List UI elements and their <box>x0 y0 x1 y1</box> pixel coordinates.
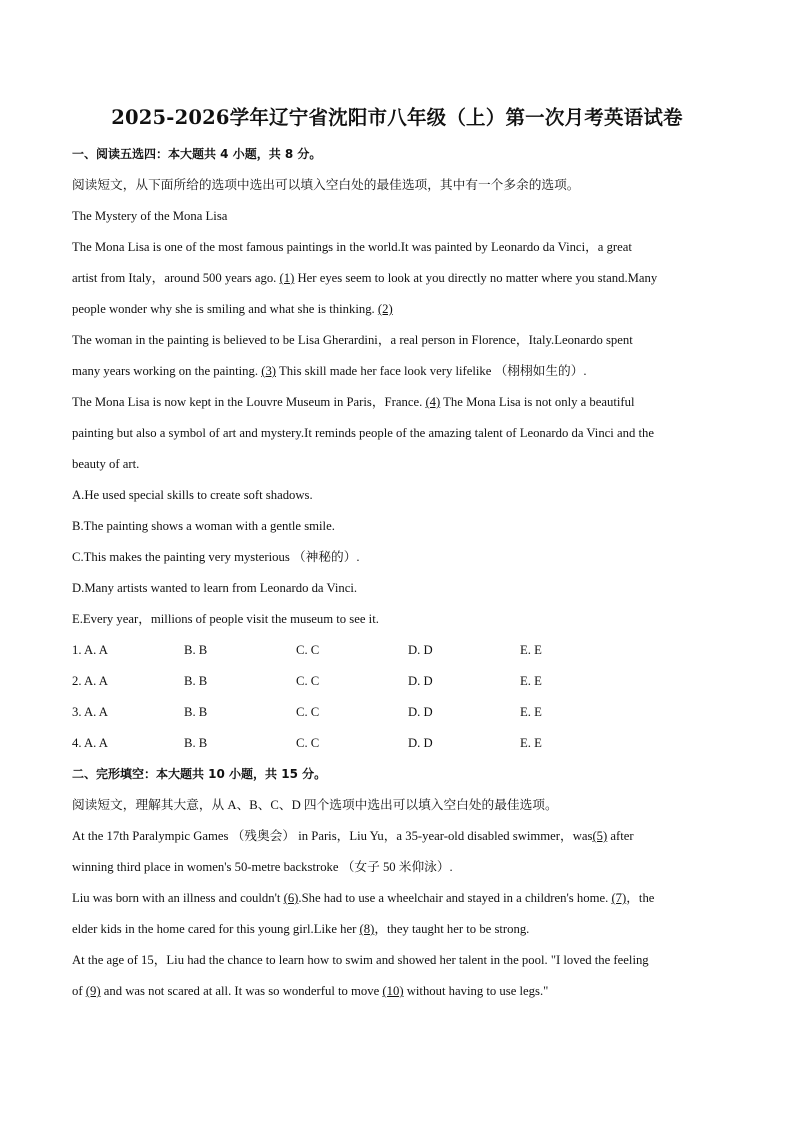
blank-3: (3) <box>261 364 277 378</box>
passage-line: painting but also a symbol of art and mystery.It reminds people of the amazing talent of Leonardo da Vinci and the <box>72 426 654 440</box>
blank-4: (4) <box>425 395 441 409</box>
passage-line: beauty of art. <box>72 457 140 471</box>
option[interactable]: 3. A. A <box>72 705 108 719</box>
option[interactable]: D. D <box>408 643 433 657</box>
choice-d: D.Many artists wanted to learn from Leonardo da Vinci. <box>72 581 358 595</box>
question-1-options <box>72 635 722 666</box>
blank-1: (1) <box>279 271 295 285</box>
question-4-options <box>72 728 722 759</box>
option[interactable]: C. C <box>296 736 320 750</box>
passage-line: Liu was born with an illness and couldn't (6).She had to use a wheelchair and stayed in a children's home. (7)，the <box>72 891 655 905</box>
option[interactable]: B. B <box>184 643 208 657</box>
passage-line: elder kids in the home cared for this young girl.Like her (8)，they taught her to be strong. <box>72 922 530 936</box>
option[interactable]: C. C <box>296 643 320 657</box>
blank-6: (6) <box>283 891 299 905</box>
option[interactable]: 1. A. A <box>72 643 108 657</box>
choice-c: C.This makes the painting very mysterious （神秘的）. <box>72 550 360 564</box>
option[interactable]: E. E <box>520 705 542 719</box>
option[interactable]: D. D <box>408 674 433 688</box>
passage-line: people wonder why she is smiling and what she is thinking. (2) <box>72 302 393 316</box>
question-3-options <box>72 697 722 728</box>
option[interactable]: 2. A. A <box>72 674 108 688</box>
passage-line: The woman in the painting is believed to be Lisa Gherardini，a real person in Florence，Italy.Leonardo spent <box>72 333 633 347</box>
blank-2: (2) <box>377 302 393 316</box>
section2-heading: 二、完形填空：本大题共 10 小题，共 15 分。 <box>72 767 327 781</box>
choice-e: E.Every year，millions of people visit the museum to see it. <box>72 612 379 626</box>
blank-9: (9) <box>85 984 101 998</box>
option[interactable]: C. C <box>296 705 320 719</box>
option[interactable]: B. B <box>184 736 208 750</box>
section1-heading: 一、阅读五选四：本大题共 4 小题，共 8 分。 <box>72 147 322 161</box>
option[interactable]: D. D <box>408 736 433 750</box>
choice-b: B.The painting shows a woman with a gentle smile. <box>72 519 335 533</box>
option[interactable]: 4. A. A <box>72 736 108 750</box>
passage-line: The Mona Lisa is now kept in the Louvre Museum in Paris，France. (4) The Mona Lisa is not only a beautiful <box>72 395 635 409</box>
blank-10: (10) <box>382 984 404 998</box>
option[interactable]: E. E <box>520 736 542 750</box>
option[interactable]: D. D <box>408 705 433 719</box>
passage-line: of (9) and was not scared at all. It was so wonderful to move (10) without having to use legs." <box>72 984 549 998</box>
blank-7: (7) <box>611 891 627 905</box>
passage-line: winning third place in women's 50-metre backstroke （女子 50 米仰泳）. <box>72 860 453 874</box>
passage-title: The Mystery of the Mona Lisa <box>72 209 228 223</box>
page-title: 2025-2026学年辽宁省沈阳市八年级（上）第一次月考英语试卷 <box>111 106 683 129</box>
option[interactable]: B. B <box>184 705 208 719</box>
passage-line: many years working on the painting. (3) This skill made her face look very lifelike （栩栩如生的）. <box>72 364 587 378</box>
passage-line: The Mona Lisa is one of the most famous paintings in the world.It was painted by Leonardo da Vinci，a great <box>72 240 632 254</box>
exam-content <box>72 139 722 1007</box>
section2-instruction: 阅读短文，理解其大意，从 A、B、C、D 四个选项中选出可以填入空白处的最佳选项。 <box>72 798 558 812</box>
option[interactable]: E. E <box>520 643 542 657</box>
option[interactable]: E. E <box>520 674 542 688</box>
passage-line: artist from Italy，around 500 years ago. (1) Her eyes seem to look at you directly no matter where you stand.Many <box>72 271 658 285</box>
question-2-options <box>72 666 722 697</box>
option[interactable]: C. C <box>296 674 320 688</box>
choice-a: A.He used special skills to create soft shadows. <box>72 488 313 502</box>
blank-5: (5) <box>592 829 608 843</box>
section1-instruction: 阅读短文，从下面所给的选项中选出可以填入空白处的最佳选项，其中有一个多余的选项。 <box>72 178 580 192</box>
passage-line: At the age of 15，Liu had the chance to learn how to swim and showed her talent in the pool. "I loved the feeling <box>72 953 649 967</box>
option[interactable]: B. B <box>184 674 208 688</box>
passage-line: At the 17th Paralympic Games （残奥会） in Paris，Liu Yu，a 35-year-old disabled swimmer，was(5) after <box>72 829 634 843</box>
blank-8: (8) <box>359 922 375 936</box>
